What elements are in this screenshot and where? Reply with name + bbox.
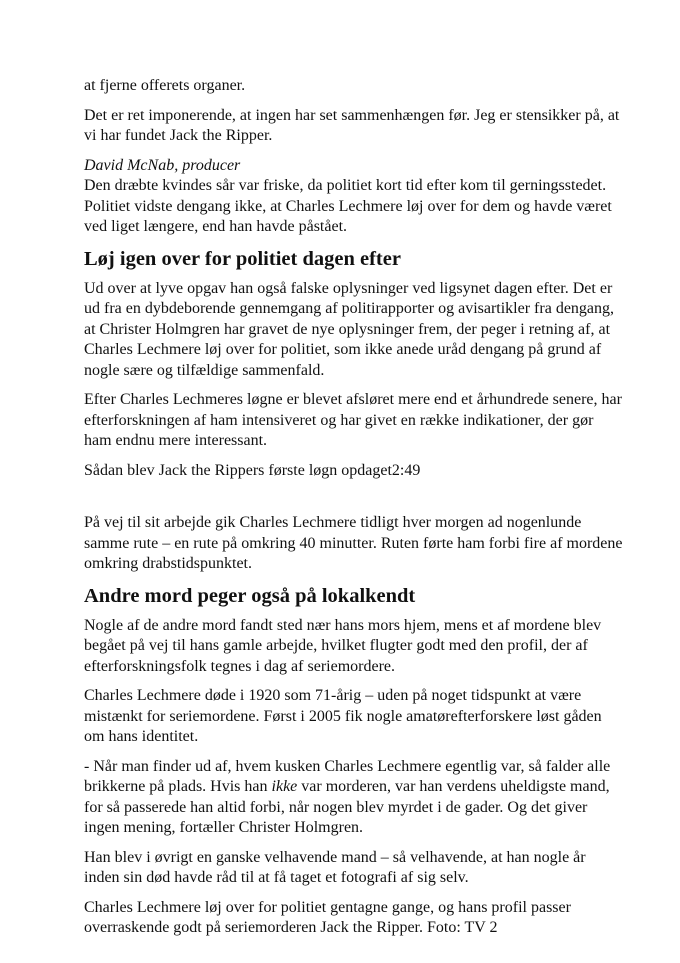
paragraph: Charles Lechmere døde i 1920 som 71-årig – uden på noget tidspunkt at være mistænkt for seriemordene. Først i 2005 fik nogle amatørefterforskere løst gåden om hans identitet. [84,687,602,745]
paragraph: Nogle af de andre mord fandt sted nær hans mors hjem, mens et af mordene blev begået på vej til hans gamle arbejde, hvilket flugter godt med den profil, der af efterforskningsfolk tegnes i dag af seriemordere. [84,616,602,675]
video-caption: Sådan blev Jack the Rippers første løgn opdaget2:49 [84,461,421,479]
photo-caption: Charles Lechmere løj over for politiet gentagne gange, og hans profil passer overraskende godt på seriemorderen Jack the Ripper. Foto: TV 2 [84,898,571,936]
emphasis-text: ikke [271,778,298,795]
article-body [84,76,624,948]
quote-paragraph: Det er ret imponerende, at ingen har set sammenhængen før. Jeg er stensikker på, at vi har fundet Jack the Ripper. [84,106,620,144]
section-heading: Andre mord peger også på lokalkendt [84,584,416,607]
section-heading: Løj igen over for politiet dagen efter [84,247,401,270]
paragraph: Efter Charles Lechmeres løgne er blevet afsløret mere end et århundrede senere, har efterforskningen af ham intensiveret og har givet en række indikationer, der gør ham endnu mere interessant. [84,391,622,449]
paragraph: Ud over at lyve opgav han også falske oplysninger ved ligsynet dagen efter. Det er ud fra en dybdeborende gennemgang af politirapporter og avisartikler fra dengang, at Christer Holmgren har gravet de nye oplysninger frem, der peger i retning af, at Charles Lechmere løj over for politiet, som ikke anede uråd dengang på grund af nogle sære og tilfældige sammenfald. [84,279,615,379]
paragraph: Den dræbte kvindes sår var friske, da politiet kort tid efter kom til gerningsstedet. Politiet vidste dengang ikke, at Charles Lechmere løj over for dem og havde været ved liget længere, end han havde påstået. [84,177,612,235]
paragraph: at fjerne offerets organer. [84,77,246,94]
quote-paragraph [84,757,624,839]
paragraph: Han blev i øvrigt en ganske velhavende mand – så velhavende, at han nogle år inden sin død havde råd til at få taget et fotografi af sig selv. [84,848,586,886]
quote-text: var morderen, var han verdens uheldigste mand, for så passerede han altid forbi, når nogen blev myrdet i de gader. Og det giver ingen mening, fortæller Christer Holmgren. [84,778,610,836]
byline: David McNab, producer [84,156,241,174]
quote-text: - Når man finder ud af, hvem kusken Charles Lechmere egentlig var, så falder alle brikkerne på plads. Hvis han [84,757,611,795]
spacer [84,490,624,513]
paragraph: På vej til sit arbejde gik Charles Lechmere tidligt hver morgen ad nogenlunde samme rute – en rute på omkring 40 minutter. Ruten førte ham forbi fire af mordene omkring drabstidspunktet. [84,514,623,572]
